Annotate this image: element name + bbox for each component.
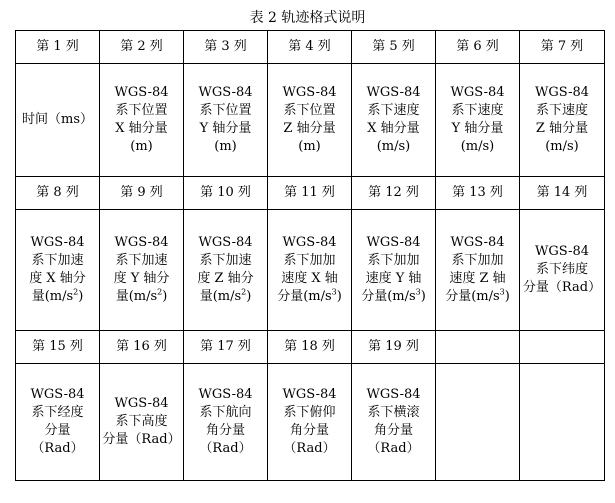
column-header: 第 4 列: [268, 31, 352, 64]
table-cell: WGS-84 系下加加 速度 X 轴 分量$(m/s^3)$: [268, 210, 352, 331]
table-header-row: [16, 177, 605, 210]
table-cell: WGS-84 系下高度 分量（Rad）: [100, 364, 184, 481]
column-header: 第 15 列: [16, 331, 100, 364]
table-cell: WGS-84 系下位置 Z 轴分量 (m): [268, 64, 352, 177]
table-cell: WGS-84 系下纬度 分量（Rad）: [520, 210, 605, 331]
column-header: 第 3 列: [184, 31, 268, 64]
column-header: 第 1 列: [16, 31, 100, 64]
column-header: 第 9 列: [100, 177, 184, 210]
column-header: 第 11 列: [268, 177, 352, 210]
column-header: 第 7 列: [520, 31, 605, 64]
table-cell: WGS-84 系下加速 度 Z 轴分 量$(m/s^2)$: [184, 210, 268, 331]
column-header: 第 8 列: [16, 177, 100, 210]
table-cell: WGS-84 系下加速 度 X 轴分 量$(m/s^2)$: [16, 210, 100, 331]
column-header: 第 19 列: [352, 331, 436, 364]
empty-cell: [436, 364, 520, 481]
column-header: 第 14 列: [520, 177, 605, 210]
column-header: 第 12 列: [352, 177, 436, 210]
column-header: 第 16 列: [100, 331, 184, 364]
column-header: 第 5 列: [352, 31, 436, 64]
table-cell: WGS-84 系下俯仰 角分量 （Rad）: [268, 364, 352, 481]
table-row: [16, 364, 605, 481]
table-cell: WGS-84 系下加加 速度 Z 轴 分量$(m/s^3)$: [436, 210, 520, 331]
column-header: 第 13 列: [436, 177, 520, 210]
table-row: [16, 210, 605, 331]
table-cell: WGS-84 系下加速 度 Y 轴分 量$(m/s^2)$: [100, 210, 184, 331]
column-header: 第 6 列: [436, 31, 520, 64]
table-cell: 时间（ms）: [16, 64, 100, 177]
table-header-row: [16, 31, 605, 64]
column-header: 第 17 列: [184, 331, 268, 364]
column-header: 第 2 列: [100, 31, 184, 64]
empty-cell: [520, 331, 605, 364]
column-header: 第 18 列: [268, 331, 352, 364]
table-row: [16, 64, 605, 177]
table-cell: WGS-84 系下加加 速度 Y 轴 分量$(m/s^3)$: [352, 210, 436, 331]
table-cell: WGS-84 系下经度 分量 （Rad）: [16, 364, 100, 481]
table-cell: WGS-84 系下速度 X 轴分量 (m/s): [352, 64, 436, 177]
table-cell: WGS-84 系下横滚 角分量 （Rad）: [352, 364, 436, 481]
table-cell: WGS-84 系下位置 Y 轴分量 (m): [184, 64, 268, 177]
table-header-row: [16, 331, 605, 364]
table-cell: WGS-84 系下速度 Z 轴分量 (m/s): [520, 64, 605, 177]
empty-cell: [436, 331, 520, 364]
table-caption: 表 2 轨迹格式说明: [249, 10, 366, 26]
column-header: 第 10 列: [184, 177, 268, 210]
empty-cell: [520, 364, 605, 481]
table-cell: WGS-84 系下速度 Y 轴分量 (m/s): [436, 64, 520, 177]
table-cell: WGS-84 系下位置 X 轴分量 (m): [100, 64, 184, 177]
table-cell: WGS-84 系下航向 角分量 （Rad）: [184, 364, 268, 481]
track-format-table: [15, 30, 605, 481]
